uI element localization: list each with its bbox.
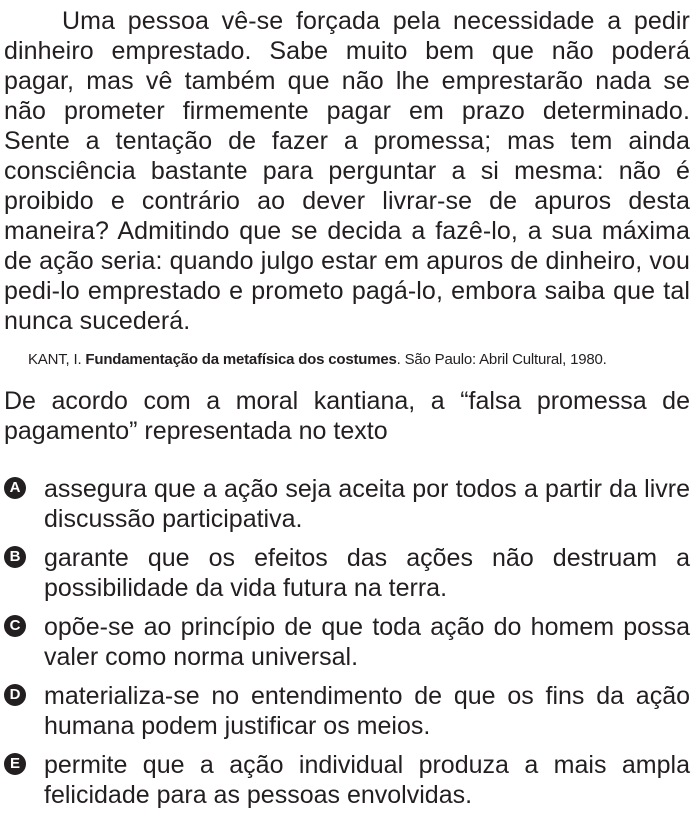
option-d[interactable] bbox=[4, 681, 690, 741]
option-e[interactable] bbox=[4, 750, 690, 810]
answer-options bbox=[4, 474, 690, 810]
option-b-letter-badge: B bbox=[4, 546, 26, 568]
option-c-letter-badge: C bbox=[4, 615, 26, 637]
citation-title: Fundamentação da metafísica dos costumes bbox=[85, 351, 397, 368]
citation-author: KANT, I. bbox=[28, 351, 86, 368]
option-a-letter-badge: A bbox=[4, 477, 26, 499]
passage-text: Uma pessoa vê-se forçada pela necessidade a pedir dinheiro emprestado. Sabe muito bem que não poderá pagar, mas vê também que não lhe emprestarão nada se não prometer firmemente pagar em prazo determinado. Sente a tentação de fazer a promessa; mas tem ainda consciência bastante para perguntar a si mesma: não é proibido e contrário ao dever livrar-se de apuros desta maneira? Admitindo que se decida a fazê-lo, a sua máxima de ação seria: quando julgo estar em apuros de dinheiro, vou pedi-lo emprestado e prometo pagá-lo, embora saiba que tal nunca sucederá. bbox=[4, 7, 690, 335]
citation-publication: . São Paulo: Abril Cultural, 1980. bbox=[396, 351, 607, 368]
option-a[interactable] bbox=[4, 474, 690, 534]
option-a-text: assegura que a ação seja aceita por todos a partir da livre discussão participativa. bbox=[44, 475, 690, 533]
option-e-text: permite que a ação individual produza a mais ampla felicidade para as pessoas envolvidas. bbox=[44, 751, 690, 809]
question-stem: De acordo com a moral kantiana, a “falsa promessa de pagamento” representada no texto bbox=[4, 387, 690, 445]
option-d-text: materializa-se no entendimento de que os fins da ação humana podem justificar os meios. bbox=[44, 682, 690, 740]
option-c[interactable] bbox=[4, 612, 690, 672]
option-c-text: opõe-se ao princípio de que toda ação do homem possa valer como norma universal. bbox=[44, 613, 690, 671]
citation bbox=[4, 350, 690, 370]
option-d-letter-badge: D bbox=[4, 684, 26, 706]
option-e-letter-badge: E bbox=[4, 753, 26, 775]
option-b[interactable] bbox=[4, 543, 690, 603]
option-b-text: garante que os efeitos das ações não destruam a possibilidade da vida futura na terra. bbox=[44, 544, 690, 602]
